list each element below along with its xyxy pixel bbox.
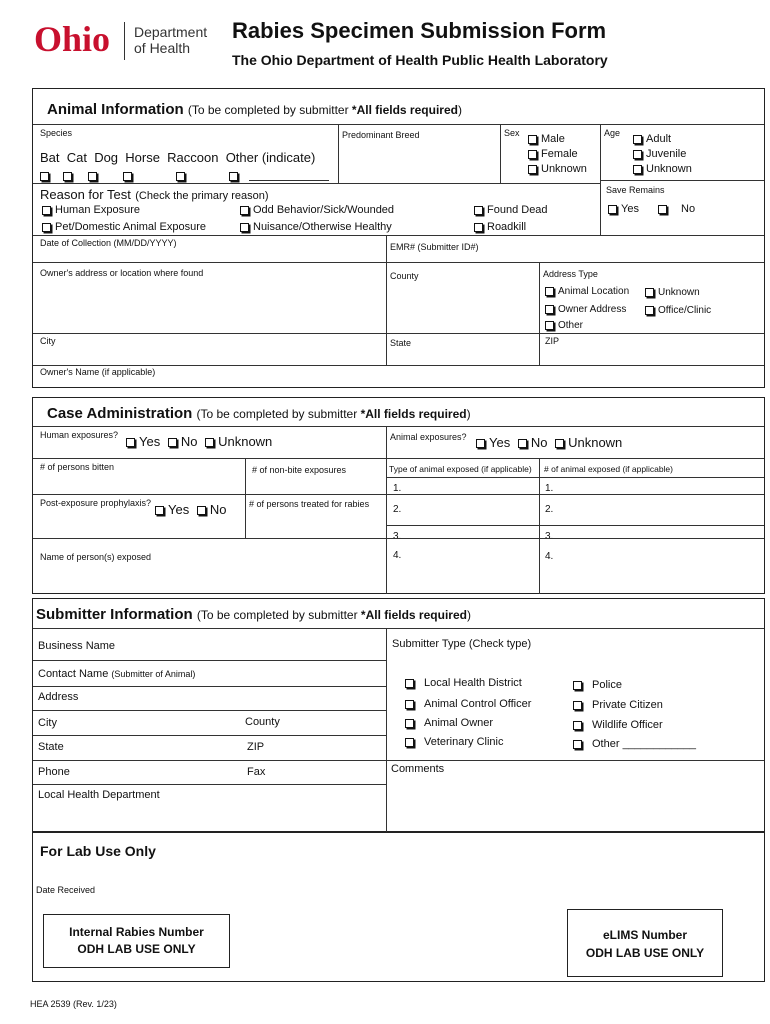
animal-v5 xyxy=(539,262,540,365)
reason-nuisance-checkbox[interactable] xyxy=(240,223,249,232)
age-juvenile-checkbox[interactable] xyxy=(633,150,642,159)
case-line-2 xyxy=(33,458,764,459)
reason-found-dead-checkbox[interactable] xyxy=(474,206,483,215)
human-exposures-options: Yes No Unknown xyxy=(126,434,272,449)
animal-note-post: ) xyxy=(457,103,462,117)
animal-note-pre: (To be completed by submitter xyxy=(187,103,352,117)
reason-nuisance[interactable]: Nuisance/Otherwise Healthy xyxy=(240,221,392,233)
case-line-1 xyxy=(33,426,764,427)
sub-line-1 xyxy=(33,628,764,629)
reason-found-dead[interactable]: Found Dead xyxy=(474,204,548,216)
case-section-title xyxy=(47,405,471,422)
pep-no-checkbox[interactable] xyxy=(197,506,206,515)
animal-exposures-label: Animal exposures? xyxy=(390,432,467,442)
case-line-5 xyxy=(386,525,764,526)
human-yes-checkbox[interactable] xyxy=(126,438,135,447)
sex-unknown[interactable]: Unknown xyxy=(528,163,587,175)
persons-exposed-label: Name of person(s) exposed xyxy=(40,552,152,562)
type-aco-checkbox[interactable] xyxy=(405,700,414,709)
animal-section-title xyxy=(47,101,462,118)
animal-line-2 xyxy=(33,183,600,184)
species-bat-checkbox[interactable] xyxy=(40,172,49,181)
sub-county-label: County xyxy=(245,716,280,728)
reason-pet[interactable]: Pet/Domestic Animal Exposure xyxy=(42,221,206,233)
case-line-6 xyxy=(33,538,764,539)
zip-label: ZIP xyxy=(545,336,560,346)
human-unknown-checkbox[interactable] xyxy=(205,438,214,447)
pep-yes-checkbox[interactable] xyxy=(155,506,164,515)
form-title: Rabies Specimen Submission Form xyxy=(232,18,607,43)
sub-line-6 xyxy=(33,760,764,761)
case-line-4 xyxy=(33,494,764,495)
animal-exposures-options: Yes No Unknown xyxy=(476,435,622,450)
address-type-label: Address Type xyxy=(543,269,598,279)
owner-address-label: Owner's address or location where found xyxy=(40,268,204,278)
save-remains-no[interactable]: No xyxy=(658,203,695,215)
type-wildlife[interactable]: Wildlife Officer xyxy=(573,719,663,731)
animal-line-1 xyxy=(33,124,764,125)
animal-v2 xyxy=(500,124,501,184)
elims-line2: ODH LAB USE ONLY xyxy=(585,946,705,960)
form-id: HEA 2539 (Rev. 1/23) xyxy=(30,999,117,1009)
animal-line-4 xyxy=(33,262,764,263)
human-no-checkbox[interactable] xyxy=(168,438,177,447)
elims-box xyxy=(567,909,723,977)
animal-no-checkbox[interactable] xyxy=(518,439,527,448)
type-wildlife-checkbox[interactable] xyxy=(573,721,582,730)
animal-v4 xyxy=(386,235,387,365)
non-bite-label: # of non-bite exposures xyxy=(252,465,347,475)
date-collection-label: Date of Collection (MM/DD/YYYY) xyxy=(40,238,177,248)
save-no-checkbox[interactable] xyxy=(658,205,667,214)
type-vet-checkbox[interactable] xyxy=(405,738,414,747)
num-animal-label: # of animal exposed (if applicable) xyxy=(544,464,673,474)
case-note-pre: (To be completed by submitter xyxy=(196,407,361,421)
type-row-4: 4. xyxy=(393,550,402,561)
contact-name-label: Contact Name (Submitter of Animal) xyxy=(38,668,196,680)
addr-animal-location-checkbox[interactable] xyxy=(545,287,554,296)
case-title: Case Administration xyxy=(47,405,193,422)
human-exposures-label: Human exposures? xyxy=(40,430,119,440)
sex-unknown-checkbox[interactable] xyxy=(528,165,537,174)
addr-other-checkbox[interactable] xyxy=(545,321,554,330)
city-label: City xyxy=(40,336,56,346)
pep-options: Yes No xyxy=(155,502,226,517)
age-unknown[interactable]: Unknown xyxy=(633,163,692,175)
reason-note: (Check the primary reason) xyxy=(135,190,269,202)
num-row-3: 3. xyxy=(545,531,554,542)
type-vet[interactable]: Veterinary Clinic xyxy=(405,736,503,748)
sub-line-7 xyxy=(33,784,386,785)
reason-heading xyxy=(40,186,269,204)
business-name-label: Business Name xyxy=(38,640,116,652)
lab-title: For Lab Use Only xyxy=(40,843,156,859)
submitter-title: Submitter Information xyxy=(36,606,193,623)
species-raccoon-checkbox[interactable] xyxy=(176,172,185,181)
internal-rabies-box xyxy=(43,914,230,968)
case-line-3 xyxy=(386,477,764,478)
sub-line-2 xyxy=(33,660,386,661)
internal-rabies-line1: Internal Rabies Number xyxy=(69,925,204,939)
comments-label: Comments xyxy=(391,763,445,775)
type-other-checkbox[interactable] xyxy=(573,740,582,749)
type-lhd[interactable]: Local Health District xyxy=(405,677,522,689)
save-remains-label: Save Remains xyxy=(606,185,665,195)
type-owner-checkbox[interactable] xyxy=(405,719,414,728)
sex-female[interactable]: Female xyxy=(528,148,578,160)
type-lhd-checkbox[interactable] xyxy=(405,679,414,688)
reason-pet-checkbox[interactable] xyxy=(42,223,51,232)
addr-other[interactable]: Other xyxy=(545,320,583,331)
persons-bitten-label: # of persons bitten xyxy=(40,462,115,472)
reason-odd[interactable]: Odd Behavior/Sick/Wounded xyxy=(240,204,394,216)
lhd-label: Local Health Department xyxy=(38,789,160,801)
species-dog-checkbox[interactable] xyxy=(88,172,97,181)
type-owner[interactable]: Animal Owner xyxy=(405,717,493,729)
pep-label: Post-exposure prophylaxis? xyxy=(40,498,152,508)
animal-note-bold: *All fields required xyxy=(351,103,458,117)
sub-line-3 xyxy=(33,686,386,687)
age-adult-checkbox[interactable] xyxy=(633,135,642,144)
species-label: Species xyxy=(40,128,73,138)
submitter-note-bold: *All fields required xyxy=(360,608,467,622)
submitter-note-pre: (To be completed by submitter xyxy=(196,608,361,622)
species-other-line xyxy=(249,180,329,181)
sex-male[interactable]: Male xyxy=(528,133,565,145)
submitter-type-label: Submitter Type (Check type) xyxy=(392,638,532,650)
treated-label: # of persons treated for rabies xyxy=(249,499,370,509)
save-remains-yes[interactable]: Yes xyxy=(608,203,639,215)
submitter-note-post: ) xyxy=(466,608,471,622)
addr-unknown-checkbox[interactable] xyxy=(645,288,654,297)
type-row-2: 2. xyxy=(393,504,402,515)
internal-rabies-line2: ODH LAB USE ONLY xyxy=(77,942,196,956)
addr-owner-address[interactable]: Owner Address xyxy=(545,304,626,315)
phone-label: Phone xyxy=(38,766,70,778)
age-label: Age xyxy=(604,128,621,138)
submitter-section-title xyxy=(36,606,471,623)
addr-office-clinic-checkbox[interactable] xyxy=(645,306,654,315)
animal-title: Animal Information xyxy=(47,101,184,118)
ohio-logo: Ohio xyxy=(34,19,111,59)
animal-unknown-checkbox[interactable] xyxy=(555,439,564,448)
num-row-4: 4. xyxy=(545,551,554,562)
sub-line-5 xyxy=(33,735,386,736)
species-horse-checkbox[interactable] xyxy=(123,172,132,181)
animal-line-5 xyxy=(33,333,764,334)
age-adult[interactable]: Adult xyxy=(633,133,671,145)
sub-zip-label: ZIP xyxy=(247,741,265,753)
sub-state-label: State xyxy=(38,741,64,753)
type-other[interactable]: Other ____________ xyxy=(573,738,696,750)
state-label: State xyxy=(390,338,412,348)
address-label: Address xyxy=(38,691,79,703)
type-police-checkbox[interactable] xyxy=(573,681,582,690)
sub-v-main xyxy=(386,628,387,832)
reason-roadkill-checkbox[interactable] xyxy=(474,223,483,232)
save-yes-checkbox[interactable] xyxy=(608,205,617,214)
type-animal-label: Type of animal exposed (if applicable) xyxy=(389,464,532,474)
county-label: County xyxy=(390,271,419,281)
logo-divider xyxy=(124,22,125,60)
case-v-main xyxy=(386,426,387,594)
case-v-right xyxy=(539,458,540,594)
breed-label: Predominant Breed xyxy=(342,130,420,140)
type-aco[interactable]: Animal Control Officer xyxy=(405,698,531,710)
type-row-1: 1. xyxy=(393,483,402,494)
sub-city-label: City xyxy=(38,717,57,729)
type-citizen[interactable]: Private Citizen xyxy=(573,699,663,711)
reason-human-checkbox[interactable] xyxy=(42,206,51,215)
date-received-label: Date Received xyxy=(36,885,96,895)
addr-animal-location[interactable]: Animal Location xyxy=(545,286,629,297)
sub-line-4 xyxy=(33,710,386,711)
elims-line1: eLIMS Number xyxy=(602,928,687,942)
dept-line1: Department xyxy=(134,24,208,40)
num-row-2: 2. xyxy=(545,504,554,515)
sex-label: Sex xyxy=(504,128,520,138)
fax-label: Fax xyxy=(247,766,266,778)
reason-human[interactable]: Human Exposure xyxy=(42,204,140,216)
type-police[interactable]: Police xyxy=(573,679,622,691)
reason-label: Reason for Test xyxy=(40,187,131,202)
case-note-bold: *All fields required xyxy=(360,407,467,421)
case-v-left xyxy=(245,458,246,538)
num-row-1: 1. xyxy=(545,483,554,494)
type-row-3: 3. xyxy=(393,531,402,542)
type-citizen-checkbox[interactable] xyxy=(573,701,582,710)
animal-v1 xyxy=(338,124,339,184)
form-subtitle: The Ohio Department of Health Public Health Laboratory xyxy=(232,52,608,68)
addr-owner-address-checkbox[interactable] xyxy=(545,305,554,314)
case-note-post: ) xyxy=(466,407,471,421)
age-juvenile[interactable]: Juvenile xyxy=(633,148,686,160)
addr-office-clinic[interactable]: Office/Clinic xyxy=(645,305,711,316)
species-other-checkbox[interactable] xyxy=(229,172,238,181)
emr-label: EMR# (Submitter ID#) xyxy=(390,242,479,252)
sex-female-checkbox[interactable] xyxy=(528,150,537,159)
animal-line-age xyxy=(600,180,764,181)
age-unknown-checkbox[interactable] xyxy=(633,165,642,174)
reason-roadkill[interactable]: Roadkill xyxy=(474,221,526,233)
species-cat-checkbox[interactable] xyxy=(63,172,72,181)
reason-odd-checkbox[interactable] xyxy=(240,206,249,215)
owner-name-label: Owner's Name (if applicable) xyxy=(40,367,156,377)
animal-yes-checkbox[interactable] xyxy=(476,439,485,448)
species-options: Bat Cat Dog Horse Raccoon Other (indicate) xyxy=(40,150,316,165)
addr-unknown[interactable]: Unknown xyxy=(645,287,700,298)
sex-male-checkbox[interactable] xyxy=(528,135,537,144)
dept-line2: of Health xyxy=(134,40,191,56)
animal-line-3 xyxy=(33,235,764,236)
animal-line-6 xyxy=(33,365,764,366)
